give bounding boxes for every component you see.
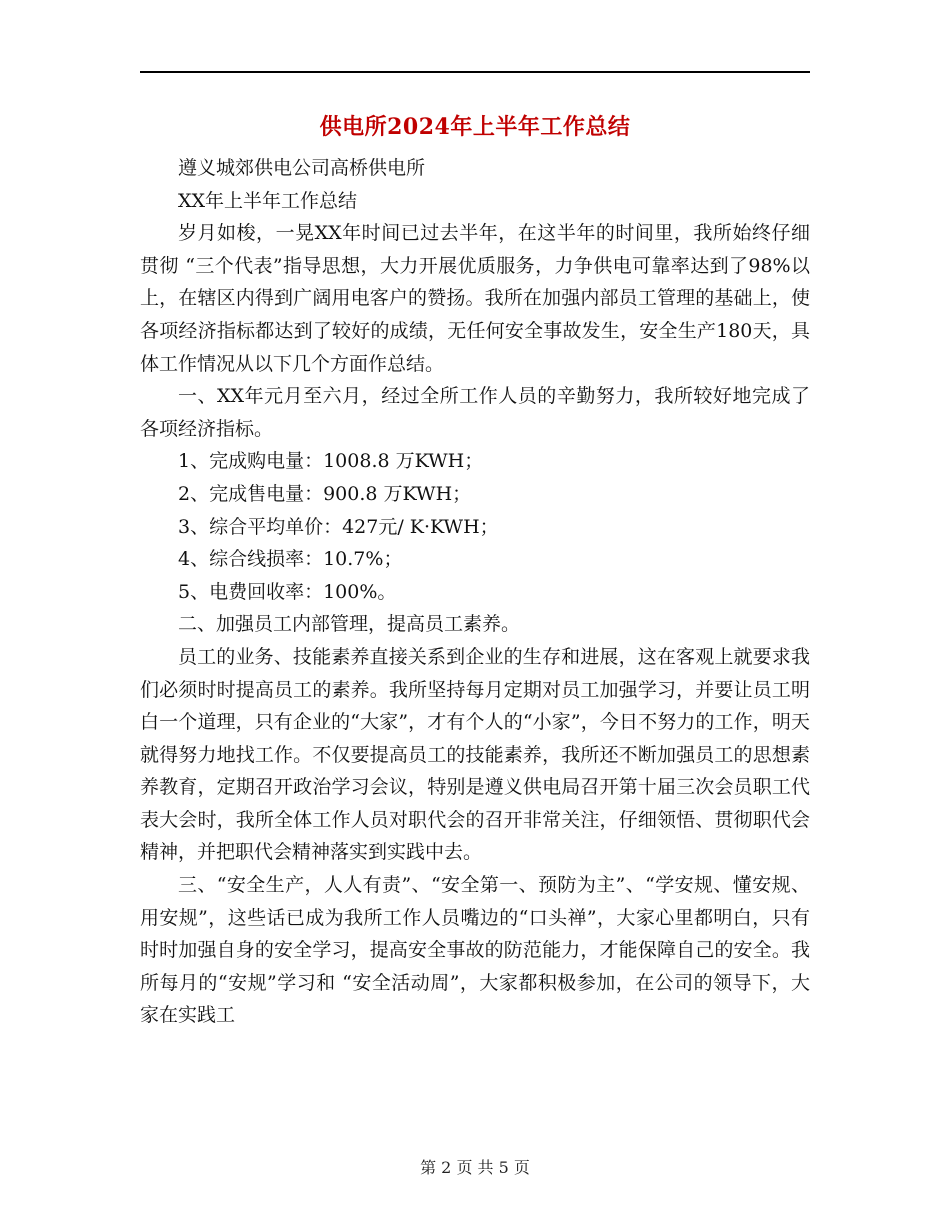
list-item-line-loss: 4、综合线损率：10.7%；: [178, 548, 403, 571]
paragraph-section-2: 二、加强员工内部管理，提高员工素养。: [178, 613, 521, 636]
paragraph-section-1: 一、XX年元月至六月，经过全所工作人员的辛勤努力，我所较好地完成了各项经济指标。: [140, 385, 810, 440]
paragraph-org: 遵义城郊供电公司高桥供电所: [178, 157, 426, 179]
paragraph-section-3: 三、“安全生产，人人有责”、“安全第一、预防为主”、“学安规、懂安规、用安规”，这些话已成为我所工作人员嘴边的“口头禅”，大家心里都明白，只有时时加强自身的安全学习，提高安全事故的防范能力，才能保障自己的安全。我所每月的“安规”学习和 “安全活动周”，大家都积极参加，在公司的领导下，大家在实践工: [140, 874, 810, 1027]
paragraph-intro: 岁月如梭，一晃XX年时间已过去半年，在这半年的时间里，我所始终仔细贯彻 “三个代表”指导思想，大力开展优质服务，力争供电可靠率达到了98%以上，在辖区内得到广阔用电客户的赞扬。我所在加强内部员工管理的基础上，使各项经济指标都达到了较好的成绩，无任何安全事故发生，安全生产180天，具体工作情况从以下几个方面作总结。: [140, 222, 810, 375]
document-body: [140, 152, 810, 1032]
paragraph-subtitle: XX年上半年工作总结: [178, 189, 358, 212]
list-item-recovery-rate: 5、电费回收率：100%。: [178, 580, 397, 603]
page-footer: 第 2 页 共 5 页: [420, 1158, 530, 1177]
list-item-sold-power: 2、完成售电量：900.8 万KWH；: [178, 482, 472, 505]
list-item-purchased-power: 1、完成购电量：1008.8 万KWH；: [178, 450, 484, 473]
header-rule: [140, 71, 810, 73]
list-item-average-price: 3、综合平均单价：427元/ K·KWH；: [178, 515, 499, 538]
document-title: 供电所2024年上半年工作总结: [319, 114, 631, 140]
paragraph-staff-quality: 员工的业务、技能素养直接关系到企业的生存和进展，这在客观上就要求我们必须时时提高员工的素养。我所坚持每月定期对员工加强学习，并要让员工明白一个道理，只有企业的“大家”，才有个人的“小家”，今日不努力的工作，明天就得努力地找工作。不仅要提高员工的技能素养，我所还不断加强员工的思想素养教育，定期召开政治学习会议，特别是遵义供电局召开第十届三次会员职工代表大会时，我所全体工作人员对职代会的召开非常关注，仔细领悟、贯彻职代会精神，并把职代会精神落实到实践中去。: [140, 645, 810, 864]
